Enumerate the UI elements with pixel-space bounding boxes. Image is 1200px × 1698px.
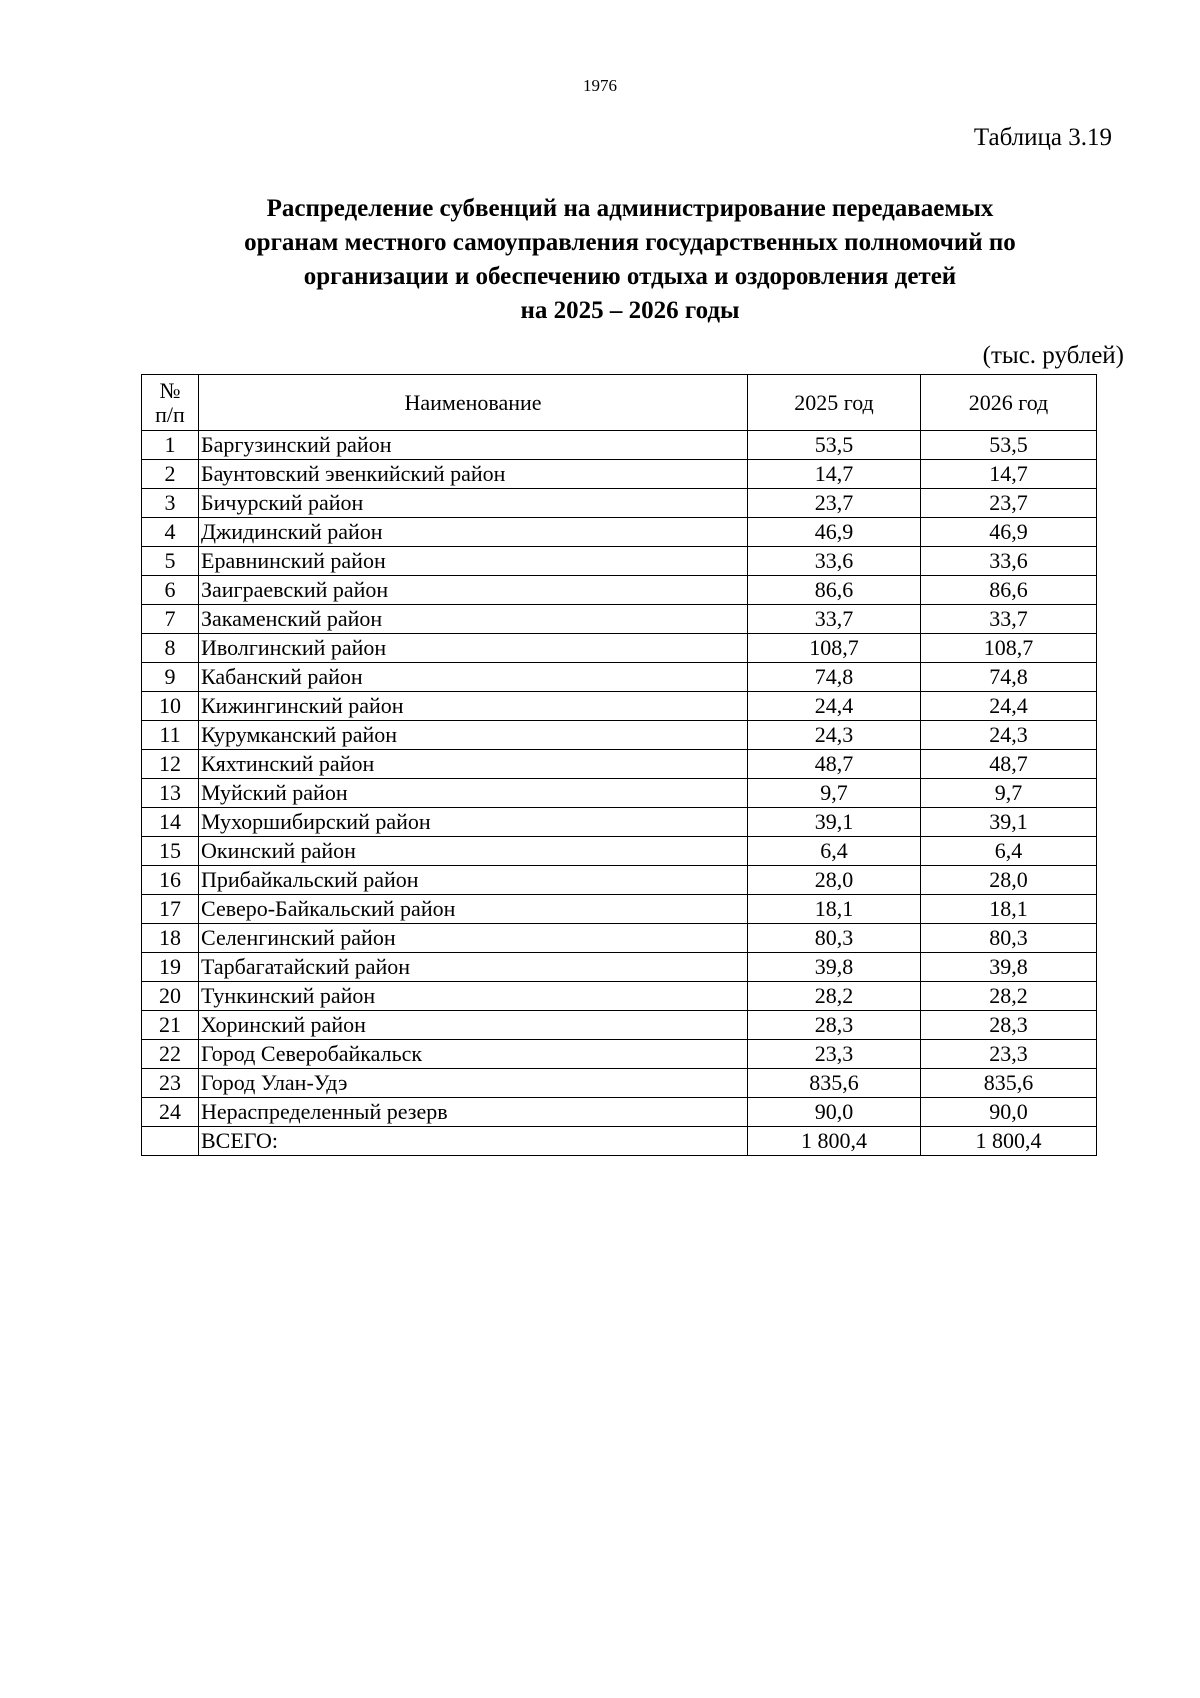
- row-name: Тункинский район: [199, 982, 748, 1011]
- title-line: организации и обеспечению отдыха и оздоровления детей: [303, 263, 957, 290]
- title-line: органам местного самоуправления государственных полномочий по: [244, 229, 1016, 256]
- table-row: [142, 808, 1097, 837]
- row-number: 7: [142, 605, 199, 634]
- row-value-2025: 53,5: [748, 431, 921, 460]
- title-line: на 2025 – 2026 годы: [520, 297, 740, 324]
- row-number: 19: [142, 953, 199, 982]
- row-number: 5: [142, 547, 199, 576]
- row-number: 17: [142, 895, 199, 924]
- table-row: [142, 547, 1097, 576]
- row-name: ВСЕГО:: [199, 1127, 748, 1156]
- table-row: [142, 663, 1097, 692]
- table-row: [142, 1069, 1097, 1098]
- row-value-2026: 23,3: [921, 1040, 1097, 1069]
- table-row: [142, 431, 1097, 460]
- table-row: [142, 779, 1097, 808]
- row-value-2025: 28,3: [748, 1011, 921, 1040]
- row-name: Нераспределенный резерв: [199, 1098, 748, 1127]
- row-number: 24: [142, 1098, 199, 1127]
- header-number-abbr: п/п: [155, 401, 185, 427]
- row-value-2025: 33,6: [748, 547, 921, 576]
- row-value-2025: 46,9: [748, 518, 921, 547]
- row-value-2025: 14,7: [748, 460, 921, 489]
- row-name: Мухоршибирский район: [199, 808, 748, 837]
- row-value-2025: 9,7: [748, 779, 921, 808]
- table-row: [142, 837, 1097, 866]
- row-value-2026: 6,4: [921, 837, 1097, 866]
- row-number: 20: [142, 982, 199, 1011]
- table-row: [142, 982, 1097, 1011]
- table-row: [142, 895, 1097, 924]
- row-number: 6: [142, 576, 199, 605]
- row-number: 2: [142, 460, 199, 489]
- row-value-2025: 48,7: [748, 750, 921, 779]
- row-value-2026: 23,7: [921, 489, 1097, 518]
- row-name: Город Северобайкальск: [199, 1040, 748, 1069]
- row-value-2025: 80,3: [748, 924, 921, 953]
- row-name: Закаменский район: [199, 605, 748, 634]
- row-value-2026: 33,6: [921, 547, 1097, 576]
- row-value-2025: 18,1: [748, 895, 921, 924]
- title-line: Распределение субвенций на администрирование передаваемых: [266, 195, 994, 222]
- row-value-2025: 23,7: [748, 489, 921, 518]
- row-value-2025: 835,6: [748, 1069, 921, 1098]
- row-value-2026: 1 800,4: [921, 1127, 1097, 1156]
- row-name: Кяхтинский район: [199, 750, 748, 779]
- row-value-2026: 80,3: [921, 924, 1097, 953]
- row-value-2025: 86,6: [748, 576, 921, 605]
- table-row: [142, 1011, 1097, 1040]
- row-value-2026: 14,7: [921, 460, 1097, 489]
- row-value-2026: 48,7: [921, 750, 1097, 779]
- row-value-2025: 39,1: [748, 808, 921, 837]
- table-row: [142, 518, 1097, 547]
- row-name: Кабанский район: [199, 663, 748, 692]
- row-number: 9: [142, 663, 199, 692]
- table-row: [142, 866, 1097, 895]
- row-value-2025: 6,4: [748, 837, 921, 866]
- header-number: [142, 375, 199, 431]
- row-name: Бичурский район: [199, 489, 748, 518]
- row-value-2026: 28,3: [921, 1011, 1097, 1040]
- row-name: Город Улан-Удэ: [199, 1069, 748, 1098]
- row-number: 14: [142, 808, 199, 837]
- row-name: Иволгинский район: [199, 634, 748, 663]
- row-name: Муйский район: [199, 779, 748, 808]
- row-value-2026: 53,5: [921, 431, 1097, 460]
- row-value-2026: 24,4: [921, 692, 1097, 721]
- row-value-2026: 9,7: [921, 779, 1097, 808]
- row-value-2026: 24,3: [921, 721, 1097, 750]
- row-name: Курумканский район: [199, 721, 748, 750]
- table-row: [142, 1098, 1097, 1127]
- table-row: [142, 489, 1097, 518]
- header-name: Наименование: [199, 375, 748, 431]
- row-name: Еравнинский район: [199, 547, 748, 576]
- row-number: 10: [142, 692, 199, 721]
- table-row: [142, 692, 1097, 721]
- table-row: [142, 576, 1097, 605]
- row-value-2025: 24,4: [748, 692, 921, 721]
- row-name: Северо-Байкальский район: [199, 895, 748, 924]
- distribution-table: [141, 374, 1097, 1156]
- table-row: [142, 460, 1097, 489]
- row-number: 22: [142, 1040, 199, 1069]
- total-row: [142, 1127, 1097, 1156]
- row-value-2025: 33,7: [748, 605, 921, 634]
- row-value-2026: 90,0: [921, 1098, 1097, 1127]
- row-name: Прибайкальский район: [199, 866, 748, 895]
- header-number-sign: №: [159, 377, 181, 403]
- row-value-2025: 39,8: [748, 953, 921, 982]
- row-value-2025: 74,8: [748, 663, 921, 692]
- row-name: Джидинский район: [199, 518, 748, 547]
- row-name: Заиграевский район: [199, 576, 748, 605]
- row-value-2026: 28,0: [921, 866, 1097, 895]
- row-name: Окинский район: [199, 837, 748, 866]
- row-number: 15: [142, 837, 199, 866]
- row-value-2025: 108,7: [748, 634, 921, 663]
- row-number: [142, 1127, 199, 1156]
- row-number: 3: [142, 489, 199, 518]
- header-year-2026: 2026 год: [921, 375, 1097, 431]
- row-number: 11: [142, 721, 199, 750]
- row-name: Баунтовский эвенкийский район: [199, 460, 748, 489]
- page-number: 1976: [583, 76, 617, 95]
- table-row: [142, 953, 1097, 982]
- row-value-2026: 39,8: [921, 953, 1097, 982]
- row-value-2025: 24,3: [748, 721, 921, 750]
- table-header-row: [142, 375, 1097, 431]
- row-name: Хоринский район: [199, 1011, 748, 1040]
- row-value-2026: 108,7: [921, 634, 1097, 663]
- row-value-2025: 28,0: [748, 866, 921, 895]
- row-number: 16: [142, 866, 199, 895]
- row-number: 18: [142, 924, 199, 953]
- table-row: [142, 924, 1097, 953]
- row-value-2026: 28,2: [921, 982, 1097, 1011]
- table-row: [142, 1040, 1097, 1069]
- row-value-2026: 39,1: [921, 808, 1097, 837]
- row-name: Баргузинский район: [199, 431, 748, 460]
- table-row: [142, 634, 1097, 663]
- row-name: Кижингинский район: [199, 692, 748, 721]
- row-value-2026: 18,1: [921, 895, 1097, 924]
- row-number: 4: [142, 518, 199, 547]
- row-value-2026: 74,8: [921, 663, 1097, 692]
- row-value-2025: 1 800,4: [748, 1127, 921, 1156]
- row-value-2026: 33,7: [921, 605, 1097, 634]
- row-number: 8: [142, 634, 199, 663]
- row-value-2026: 46,9: [921, 518, 1097, 547]
- table-label: Таблица 3.19: [973, 124, 1112, 151]
- table-row: [142, 605, 1097, 634]
- row-number: 21: [142, 1011, 199, 1040]
- row-number: 12: [142, 750, 199, 779]
- row-value-2026: 86,6: [921, 576, 1097, 605]
- units-label: (тыс. рублей): [982, 342, 1124, 369]
- row-value-2025: 23,3: [748, 1040, 921, 1069]
- table-row: [142, 750, 1097, 779]
- row-name: Селенгинский район: [199, 924, 748, 953]
- table-row: [142, 721, 1097, 750]
- row-number: 13: [142, 779, 199, 808]
- document-title: [150, 192, 1110, 328]
- row-value-2025: 90,0: [748, 1098, 921, 1127]
- row-value-2026: 835,6: [921, 1069, 1097, 1098]
- row-number: 1: [142, 431, 199, 460]
- row-name: Тарбагатайский район: [199, 953, 748, 982]
- row-number: 23: [142, 1069, 199, 1098]
- header-year-2025: 2025 год: [748, 375, 921, 431]
- row-value-2025: 28,2: [748, 982, 921, 1011]
